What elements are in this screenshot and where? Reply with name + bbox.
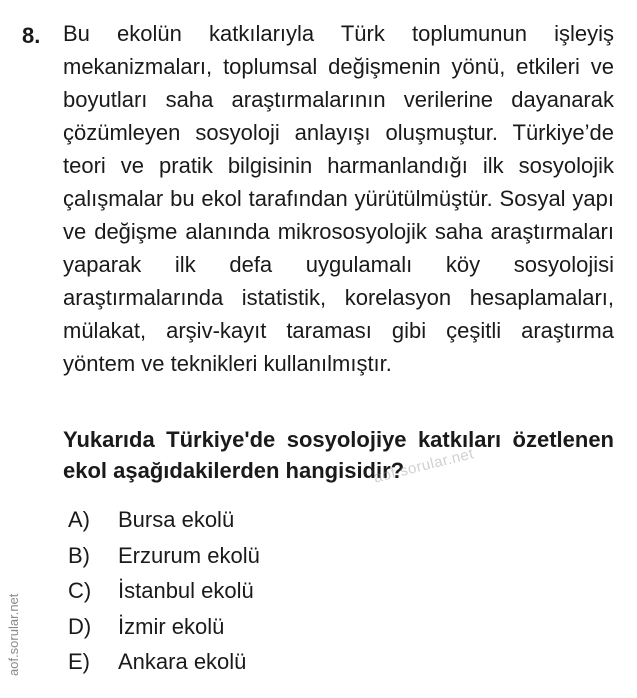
option-letter: D) (68, 613, 92, 639)
option-text: İstanbul ekolü (118, 578, 254, 603)
question-passage: Bu ekolün katkılarıyla Türk toplumunun işleyiş mekanizmaları, toplumsal değişmenin yönü, etkileri ve boyutları saha araştırmalarının verilerine dayanarak çözümleyen sosyoloji anlayışı oluşmuştur. Türkiye’de teori ve pratik bilgisinin harmanlandığı ilk sosyolojik çalışmalar bu ekol tarafından yürütülmüştür. Sosyal yapı ve değişme alanında mikrososyolojik saha araştırmaları yaparak ilk defa uygulamalı köy sosyolojisi araştırmalarında istatistik, korelasyon hesaplamaları, mülakat, arşiv-kayıt taraması gibi çeşitli araştırma yöntem ve teknikleri kullanılmıştır. (63, 21, 614, 376)
option-c[interactable] (68, 573, 260, 609)
option-a[interactable] (68, 502, 260, 538)
option-letter: A) (68, 507, 90, 532)
option-letter: C) (68, 578, 92, 603)
answer-options (68, 502, 260, 680)
question-number: 8. (22, 23, 41, 48)
option-d[interactable] (68, 609, 260, 645)
option-e[interactable] (68, 644, 260, 680)
option-b[interactable] (68, 538, 260, 574)
watermark-side: aof.sorular.net (6, 593, 21, 676)
option-text: Ankara ekolü (118, 649, 247, 674)
option-text: Bursa ekolü (118, 507, 235, 532)
watermark-center: aof.sorular.net (372, 445, 476, 487)
question-prompt: Yukarıda Türkiye'de sosyolojiye katkıları özetlenen ekol aşağıdakilerden hangisidir? (63, 427, 614, 483)
option-text: Erzurum ekolü (118, 542, 260, 568)
option-letter: E) (68, 649, 90, 674)
option-letter: B) (68, 542, 90, 568)
option-text: İzmir ekolü (118, 613, 225, 639)
